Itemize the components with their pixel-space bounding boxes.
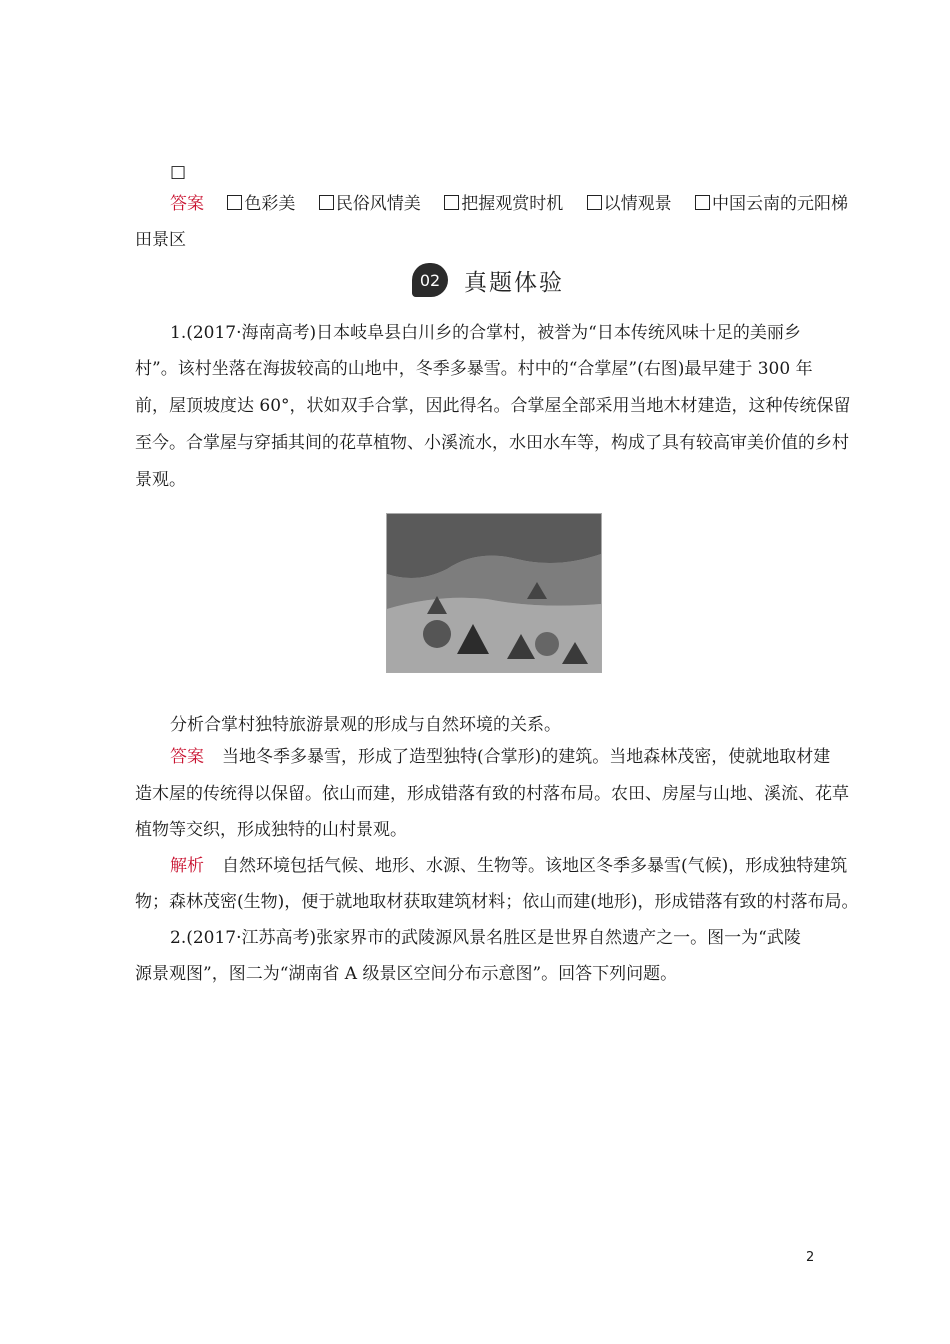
q1-line: 1.(2017·海南高考)日本岐阜县白川乡的合掌村，被誉为“日本传统风味十足的美丽乡 [170, 323, 801, 343]
section-number-badge: 02 [412, 263, 448, 297]
q1-analysis-line: 物；森林茂密(生物)，便于就地取材获取建筑材料；依山而建(地形)，形成错落有致的村落布局。 [135, 892, 859, 912]
answer-label: 答案 [170, 747, 204, 767]
section-banner [412, 262, 564, 298]
q1-answer-line [170, 745, 830, 769]
q1-answer-line: 造木屋的传统得以保留。依山而建，形成错落有致的村落布局。农田、房屋与山地、溪流、花草 [135, 784, 849, 804]
box-icon [587, 195, 602, 210]
box-icon [695, 195, 710, 210]
box-icon [444, 195, 459, 210]
empty-checkbox: □ [170, 162, 187, 182]
analysis-label: 解析 [170, 856, 204, 876]
village-photo [386, 513, 602, 673]
answer-text: 当地冬季多暴雪，形成了造型独特(合掌形)的建筑。当地森林茂密，使就地取材建 [222, 747, 831, 767]
q2-line: 2.(2017·江苏高考)张家界市的武陵源风景名胜区是世界自然遗产之一。图一为“武陵 [170, 928, 801, 948]
q1-analysis-line [170, 854, 847, 878]
q1-line: 景观。 [135, 470, 186, 490]
q1-line: 村”。该村坐落在海拔较高的山地中，冬季多暴雪。村中的“合掌屋”(右图)最早建于 300 年 [135, 359, 813, 379]
answer-item: 民俗风情美 [335, 194, 421, 214]
q1-answer-line: 植物等交织，形成独特的山村景观。 [135, 820, 407, 840]
box-icon [227, 195, 242, 210]
section-title: 真题体验 [464, 269, 564, 296]
q1-line: 前，屋顶坡度达 60°，状如双手合掌，因此得名。合掌屋全部采用当地木材建造，这种传统保留 [135, 396, 851, 416]
answer-label: 答案 [170, 194, 204, 214]
box-icon [319, 195, 334, 210]
q2-line: 源景观图”，图二为“湖南省 A 级景区空间分布示意图”。回答下列问题。 [135, 964, 678, 984]
answer-1-line [170, 192, 848, 216]
answer-item: 中国云南的元阳梯 [712, 194, 849, 214]
answer-item: 把握观赏时机 [461, 194, 564, 214]
page-number: 2 [806, 1250, 815, 1265]
answer-1-continuation: 田景区 [135, 230, 186, 250]
answer-item: 以情观景 [603, 194, 672, 214]
q1-question: 分析合掌村独特旅游景观的形成与自然环境的关系。 [170, 715, 561, 735]
answer-item: 色彩美 [244, 194, 296, 214]
analysis-text: 自然环境包括气候、地形、水源、生物等。该地区冬季多暴雪(气候)，形成独特建筑 [222, 856, 848, 876]
q1-line: 至今。合掌屋与穿插其间的花草植物、小溪流水，水田水车等，构成了具有较高审美价值的乡村 [135, 433, 849, 453]
